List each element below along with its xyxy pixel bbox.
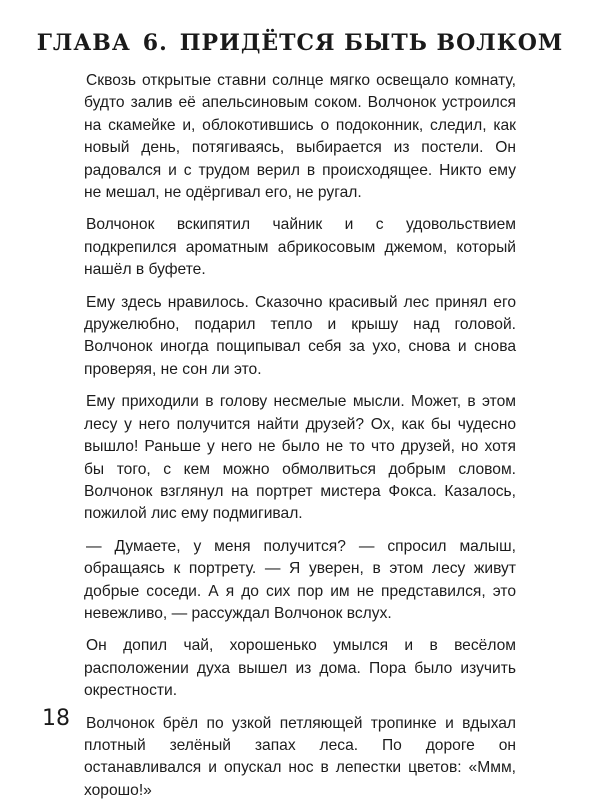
chapter-title xyxy=(0,30,600,56)
paragraph: Он допил чай, хорошенько умылся и в весёлом расположении духа вышел из дома. Пора было изучить окрестности. xyxy=(84,637,516,700)
page-number: 18 xyxy=(42,706,70,731)
chapter-body xyxy=(84,70,516,812)
paragraph: Ему здесь нравилось. Сказочно красивый лес принял его дружелюбно, подарил тепло и крышу над головой. Волчонок иногда пощипывал себя за ухо, снова и снова проверяя, не сон ли это. xyxy=(84,293,516,378)
paragraph: Волчонок вскипятил чайник и с удовольствием подкрепился ароматным абрикосовым джемом, который нашёл в буфете. xyxy=(84,216,516,279)
paragraph: Волчонок брёл по узкой петляющей тропинке и вдыхал плотный зелёный запах леса. По дороге он останавливался и опускал нос в лепестки цветов: «Ммм, хорошо!» xyxy=(84,714,516,799)
chapter-number: 6. xyxy=(142,30,168,56)
paragraph: Сквозь открытые ставни солнце мягко освещало комнату, будто залив её апельсиновым соком. Волчонок устроился на скамейке и, облокотившись о подоконник, следил, как новый день, потягиваясь, выбирается из постели. Он радовался и с трудом верил в происходящее. Никто ему не мешал, не одёргивал его, не ругал. xyxy=(84,72,516,202)
paragraph: — Думаете, у меня получится? — спросил малыш, обращаясь к портрету. — Я уверен, в этом лесу живут добрые соседи. А я до сих пор им не представился, это невежливо, — рассуждал Волчонок вслух. xyxy=(84,537,516,622)
chapter-label: ГЛАВА xyxy=(36,30,131,56)
chapter-name: ПРИДЁТСЯ БЫТЬ ВОЛКОМ xyxy=(179,30,564,56)
paragraph: Ему приходили в голову несмелые мысли. Может, в этом лесу у него получится найти друзей? Ох, как бы чудесно вышло! Раньше у него не было не то что друзей, но хотя бы того, с кем можно обмолвиться добрым словом. Волчонок взглянул на портрет мистера Фокса. Казалось, пожилой лис ему подмигивал. xyxy=(84,393,516,523)
